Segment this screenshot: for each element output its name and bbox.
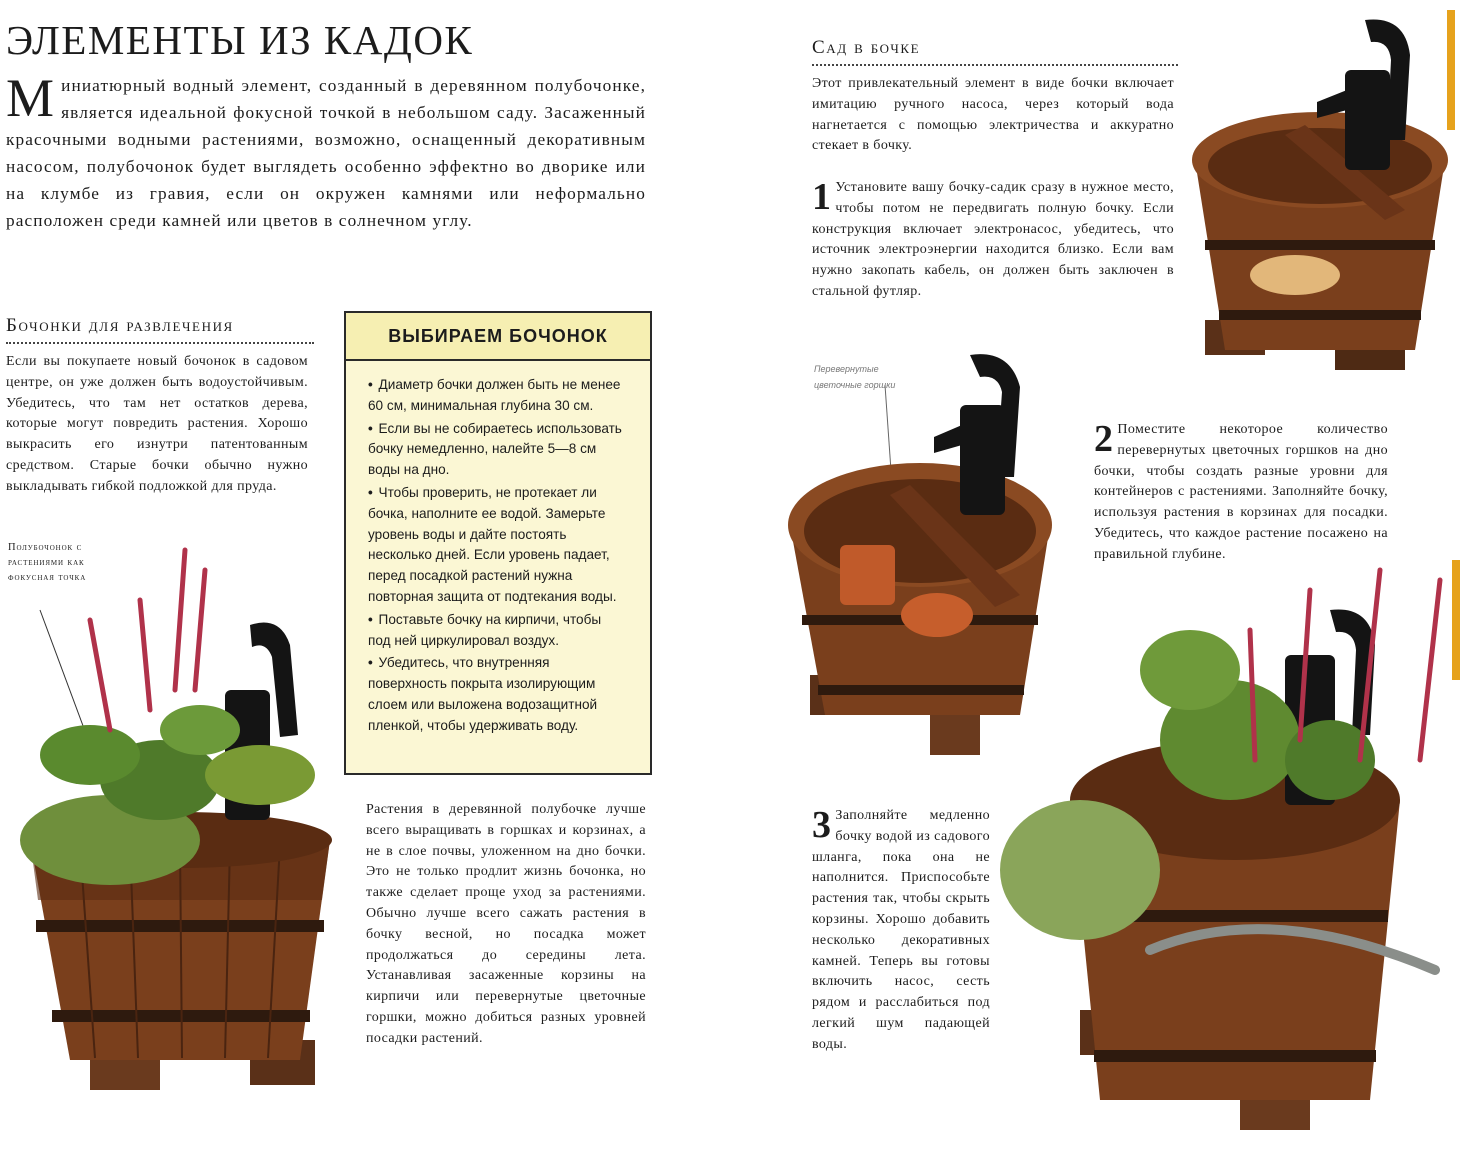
drop-cap: М (6, 68, 56, 128)
upturned-pot (840, 545, 895, 605)
page-title: ЭЛЕМЕНТЫ ИЗ КАДОК (6, 17, 474, 63)
pump-spout (934, 425, 962, 453)
step-text: Поместите некоторое количество перевернутых цветочных горшков на дно бочки, чтобы создать разные уровни для контейнеров с растениями. Заполняйте бочку, используя растения в корзинах для посадки. Убедитесь, что каждое растение посажено на правильной глубине. (1094, 422, 1388, 562)
step-3 (812, 806, 990, 1056)
tips-box (344, 311, 652, 775)
edge-strip (1452, 560, 1460, 680)
tip-item: • Чтобы проверить, не протекает ли бочка, наполните ее водой. Замерьте уровень воды и дайте постоять несколько дней. Если уровень падает, перед посадкой растений нужна повторная защита от подтекания воды. (368, 484, 617, 604)
tips-box-title: ВЫБИРАЕМ БОЧОНОК (346, 313, 650, 361)
tip-item: • Диаметр бочки должен быть не менее 60 см, минимальная глубина 30 см. (368, 377, 621, 413)
barrel-hoop (818, 685, 1024, 695)
right-section-heading: Сад в бочке (812, 37, 921, 58)
bullet-icon: • (368, 611, 373, 627)
tip-item: • Поставьте бочку на кирпичи, чтобы под ней циркулировал воздух. (368, 611, 602, 648)
bullet-icon: • (368, 655, 373, 671)
barrel-hoop (1094, 1050, 1376, 1062)
left-heading-divider (6, 342, 314, 344)
middle-column-text: Растения в деревянной полубочке лучше всего выращивать в горшках и корзинах, а не в слое почвы, уложенном на дно бочки. Это не только продлит жизнь бочонка, но также сделает проще уход за растениями. Обычно лучше всего сажать растения в бочку весной, но посадка может продолжаться до середины лета. Устанавливая засаженные корзины на кирпичи или перевернутые цветочные горшки, можно добиться разных уровней посадки растений. (366, 802, 646, 1046)
step-text: Установите вашу бочку-садик сразу в нужное место, чтобы потом не передвигать полную бочку. Если конструкция включает электронасос, убедитесь, что источник электроэнергии находится близко. Если вам нужно закопать кабель, он должен быть заключен в стальной футляр. (812, 180, 1174, 299)
left-section-heading: Бочонки для развлечения (6, 315, 234, 336)
planted-barrel-photo (0, 540, 345, 1100)
tip-item: • Убедитесь, что внутренняя поверхность покрыта изолирующим слоем или выложена водозащитной пленкой, чтобы удерживать воду. (368, 655, 598, 733)
edge-strip (1447, 10, 1455, 130)
bullet-icon: • (368, 484, 373, 500)
barrel-bottom (1250, 255, 1340, 295)
right-intro-text: Этот привлекательный элемент в виде бочки включает имитацию ручного насоса, через который вода нагнетается с помощью электричества и аккуратно стекает в бочку. (812, 76, 1174, 154)
left-section-text: Если вы покупаете новый бочонок в садовом центре, он уже должен быть водоустойчивым. Убедитесь, что там нет остатков дерева, которые могут повредить растения. Хорошо выкрасить его изнутри патентованным средством. Старые бочки обычно нужно выкладывать гибкой подложкой для пруда. (6, 354, 308, 494)
step-number: 2 (1094, 418, 1114, 460)
filled-barrel-photo (1000, 560, 1460, 1140)
intro-text: иниатюрный водный элемент, созданный в деревянном полубочонке, является идеальной фокусной точкой в небольшом саду. Засаженный красочными водными растениями, возможно, оснащенный декоративным насосом, полубочонок будет выглядеть особенно эффектно во дворике или на клумбе из гравия, если он окружен камнями или неформально расположен среди камней или цветов в солнечном углу. (6, 76, 646, 230)
upturned-pot (901, 593, 973, 637)
tip-item: • Если вы не собираетесь использовать бочку немедленно, налейте 5—8 см воды на дно. (368, 420, 622, 478)
left-photo-caption: Полубочонок с растениями как фокусная точка (8, 542, 87, 583)
step-2 (1094, 420, 1388, 566)
barrel-hoop (1205, 240, 1435, 250)
bullet-icon: • (368, 377, 373, 392)
pump-body (1345, 70, 1390, 170)
empty-barrel-photo (1185, 10, 1455, 385)
pump-body (960, 405, 1005, 515)
step-1 (812, 178, 1174, 303)
intro-paragraph (6, 68, 646, 234)
pots-caption: Перевернутые цветочные горшки (814, 364, 896, 390)
step-text: Заполняйте медленно бочку водой из садового шланга, пока она не наполнится. Приспособьте растения так, чтобы скрыть корзины. Хорошо добавить несколько декоративных камней. Теперь вы готовы включить насос, сесть рядом и расслабиться под легкий шум падающей воды. (812, 808, 990, 1052)
bullet-icon: • (368, 420, 373, 436)
step-number: 1 (812, 176, 832, 218)
barrel-hoop (1219, 310, 1421, 320)
flower-spikes (90, 550, 205, 730)
tips-list (346, 361, 650, 737)
right-heading-divider (812, 64, 1178, 66)
step-number: 3 (812, 804, 832, 846)
